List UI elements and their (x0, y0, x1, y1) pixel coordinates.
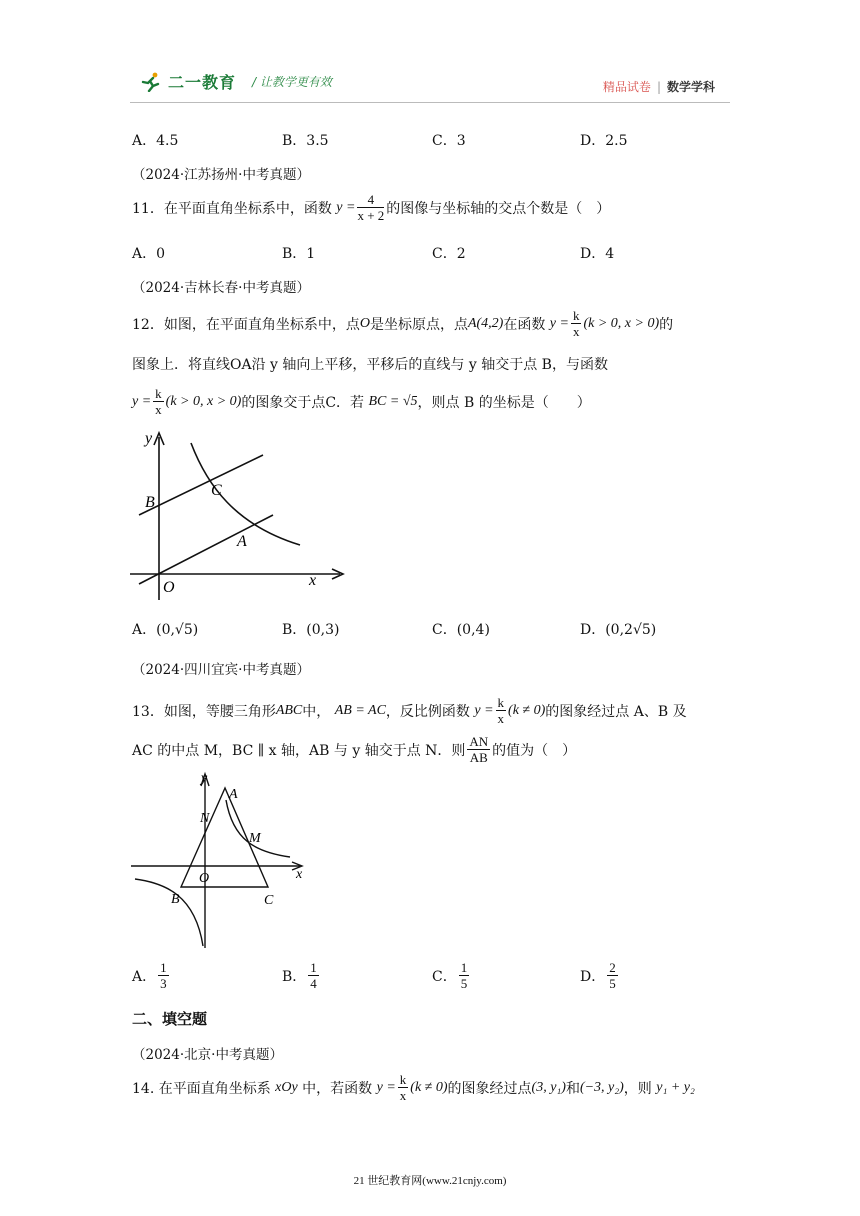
q13-line2: AC 的中点 M，BC ∥ x 轴，AB 与 y 轴交于点 N．则 $\frac{AN}{AB}$ 的值为（ ） (132, 734, 577, 765)
point-c-label: C (264, 893, 274, 908)
q10-option-b: B．3.5 (282, 133, 329, 149)
q12-line2: 图象上．将直线OA沿 y 轴向上平移，平移后的直线与 y 轴交于点 B，与函数 (132, 357, 608, 373)
page-footer: 21 世纪教育网(www.21cnjy.com) (353, 1175, 507, 1187)
point-b-label: B (171, 892, 180, 907)
slogan: / 让教学更有效 (252, 75, 332, 89)
q13-option-d: D． $\frac{2}{5}$ (580, 960, 616, 991)
q11-option-a: A．0 (132, 246, 166, 262)
q12-option-a: A．(0,√5) (132, 622, 199, 638)
section-title: 二、填空题 (132, 1010, 208, 1028)
q13-source: （2024·四川宜宾·中考真题） (132, 662, 310, 678)
point-m-label: M (249, 831, 261, 846)
point-o-label: O (163, 579, 175, 596)
q11-option-d: D．4 (580, 246, 615, 262)
q14-source: （2024·北京·中考真题） (132, 1047, 283, 1063)
q12-option-d: D．(0,2√5) (580, 622, 657, 638)
q11-fraction: $\frac{4}{x + 2}$ (357, 192, 385, 223)
q12-line3: y = $\frac{k}{x}$ (k > 0, x > 0) 的图象交于点C．若 BC = √5 ，则点 B 的坐标是（ ） (132, 386, 591, 417)
x-axis-label: x (309, 572, 317, 589)
point-a-label: A (229, 787, 238, 802)
y-axis-label: y (145, 430, 153, 447)
logo-text: 二一教育 (168, 73, 237, 92)
q13-figure (125, 770, 315, 950)
q10-option-c: C．3 (432, 133, 466, 149)
q12-source: （2024·吉林长春·中考真题） (132, 280, 310, 296)
q13-ratio-fraction: $\frac{AN}{AB}$ (469, 734, 489, 765)
q11-option-b: B．1 (282, 246, 316, 262)
q10-option-d: D．2.5 (580, 133, 628, 149)
q12-option-b: B．(0,3) (282, 622, 340, 638)
q10-option-a: A．4.5 (132, 133, 179, 149)
hyperbola-branch-left (135, 879, 203, 946)
x-axis-label: x (296, 867, 303, 882)
header-logo (140, 70, 332, 93)
q11-option-c: C．2 (432, 246, 466, 262)
point-o-label: O (199, 871, 210, 886)
q13-option-a: A． $\frac{1}{3}$ (132, 960, 167, 991)
runner-logo-icon (140, 72, 162, 92)
point-a-label: A (237, 533, 247, 550)
q11-source: （2024·江苏扬州·中考真题） (132, 167, 310, 183)
header-divider (130, 102, 730, 103)
q11-text: 11．在平面直角坐标系中，函数 y = $\frac{4}{x + 2}$ 的图像与坐标轴的交点个数是（ ） (132, 192, 611, 223)
q13-option-c: C． $\frac{1}{5}$ (432, 960, 468, 991)
point-b-label: B (145, 494, 155, 511)
q12-line1: 12．如图，在平面直角坐标系中，点 O 是坐标原点，点 A(4,2) 在函数 y = $\frac{k}{x}$ (k > 0, x > 0) 的 (132, 308, 674, 339)
hyperbola-branch-right (226, 800, 290, 857)
q13-option-b: B． $\frac{1}{4}$ (282, 960, 317, 991)
point-c-label: C (211, 482, 222, 499)
y-axis-label: y (201, 771, 208, 786)
header-subject: 精品试卷 | 数学学科 (602, 80, 715, 94)
q12-figure (125, 425, 355, 600)
point-n-label: N (200, 811, 210, 826)
q13-line1: 13．如图，等腰三角形 ABC 中， AB = AC ，反比例函数 y = $\frac{k}{x}$ (k ≠ 0) 的图象经过点 A、B 及 (132, 695, 687, 726)
q12-option-c: C．(0,4) (432, 622, 490, 638)
q14-text: 14. 在平面直角坐标系 xOy 中，若函数 y = $\frac{k}{x}$ (k ≠ 0) 的图象经过点 (3, y₁) 和 (−3, y₂) ，则 y₁ + y₂ (132, 1072, 695, 1103)
